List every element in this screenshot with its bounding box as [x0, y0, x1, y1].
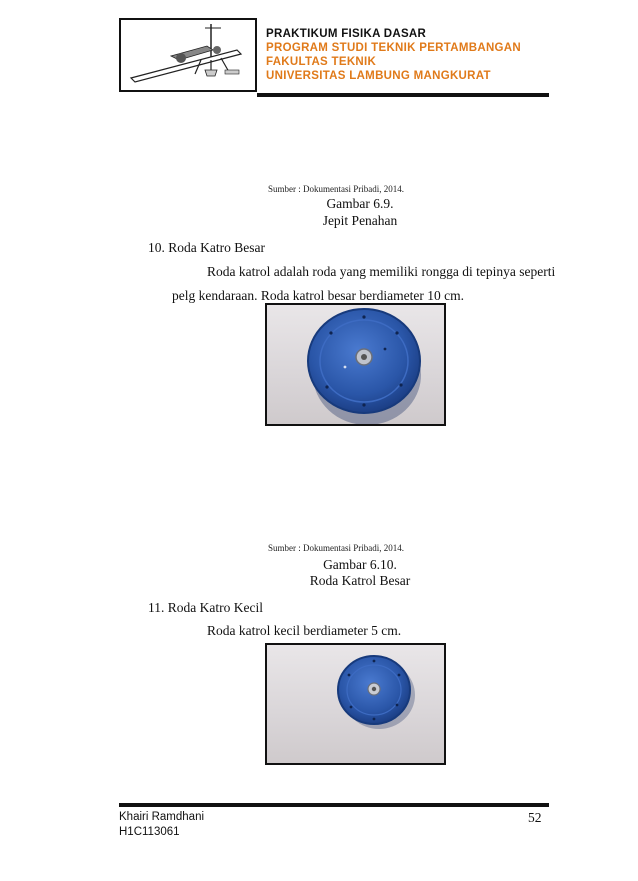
- figure-6-10-title: Roda Katrol Besar: [309, 573, 411, 588]
- section-11-paragraph: Roda katrol kecil berdiameter 5 cm.: [207, 623, 402, 638]
- header-faculty: FAKULTAS TEKNIK: [266, 56, 377, 68]
- small-pulley-photo: [265, 643, 446, 765]
- figure-6-9-title: Jepit Penahan: [322, 213, 398, 228]
- figure-6-9-number: Gambar 6.9.: [326, 196, 394, 211]
- large-pulley-photo: [265, 303, 446, 426]
- footer-author: Khairi Ramdhani: [119, 811, 205, 823]
- header-divider: [257, 93, 549, 97]
- page-number: 52: [528, 810, 542, 825]
- section-11-heading: 11. Roda Katro Kecil: [148, 600, 263, 615]
- figure-6-10-source: Sumber : Dokumentasi Pribadi, 2014.: [268, 543, 404, 553]
- section-10-paragraph-line1: Roda katrol adalah roda yang memiliki rongga di tepinya seperti: [207, 264, 556, 279]
- figure-6-9-source: Sumber : Dokumentasi Pribadi, 2014.: [268, 184, 404, 194]
- footer-divider: [119, 803, 549, 807]
- large-pulley-icon: [267, 305, 444, 424]
- footer-student-id: H1C113061: [119, 826, 180, 838]
- header-logo: [119, 18, 257, 92]
- header-university: UNIVERSITAS LAMBUNG MANGKURAT: [266, 70, 491, 82]
- section-10-heading: 10. Roda Katro Besar: [148, 240, 265, 255]
- header-course: PRAKTIKUM FISIKA DASAR: [266, 28, 427, 40]
- section-10-paragraph-line2: pelg kendaraan. Roda katrol besar berdiameter 10 cm.: [172, 288, 465, 303]
- small-pulley-icon: [267, 645, 444, 763]
- header-program: PROGRAM STUDI TEKNIK PERTAMBANGAN: [266, 42, 522, 54]
- figure-6-10-number: Gambar 6.10.: [323, 557, 397, 572]
- apparatus-illustration-icon: [121, 20, 255, 90]
